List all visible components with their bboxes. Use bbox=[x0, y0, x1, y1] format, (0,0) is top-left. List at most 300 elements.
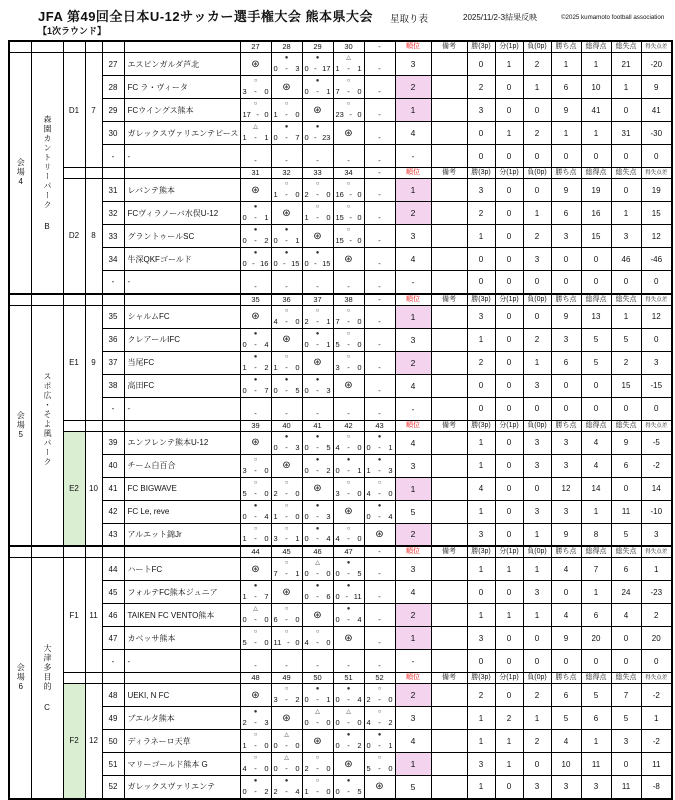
stat-wins: 2 bbox=[467, 684, 495, 707]
score-separator: - bbox=[254, 339, 257, 349]
note-cell bbox=[431, 76, 467, 99]
score-separator: - bbox=[347, 695, 350, 704]
stat-goal-difference: 11 bbox=[641, 753, 672, 776]
score-away: 15 bbox=[322, 259, 331, 268]
result-cell bbox=[302, 604, 333, 627]
stat-losses: 0 bbox=[523, 271, 551, 294]
result-score bbox=[274, 444, 300, 452]
result-mark: △ bbox=[315, 709, 320, 715]
stat-goals-for: 5 bbox=[581, 684, 611, 707]
team-row bbox=[9, 684, 672, 707]
venue-label: 会場5 bbox=[16, 410, 26, 440]
note-cell bbox=[431, 558, 467, 581]
stat-goal-difference: -10 bbox=[641, 500, 672, 523]
result-mark: △ bbox=[284, 732, 289, 738]
result-cell bbox=[271, 225, 302, 248]
result-mark: ● bbox=[315, 433, 320, 440]
result-score bbox=[243, 237, 269, 245]
score-away: 5 bbox=[326, 442, 331, 452]
stat-goal-difference: -20 bbox=[641, 53, 672, 76]
stat-points: 6 bbox=[551, 76, 581, 99]
stat-points: 3 bbox=[551, 328, 581, 351]
stat-points: 9 bbox=[551, 627, 581, 650]
result-cell bbox=[302, 271, 333, 294]
stat-goals-for: 0 bbox=[581, 145, 611, 168]
no-header-spacer bbox=[102, 294, 124, 306]
score-home: 0 bbox=[304, 718, 309, 727]
team-number: 34 bbox=[102, 248, 124, 271]
block-number-cell: 9 bbox=[85, 305, 102, 420]
result-score bbox=[305, 719, 331, 727]
result-score bbox=[336, 593, 362, 601]
stat-goal-difference: 19 bbox=[641, 179, 672, 202]
score-separator: - bbox=[285, 236, 288, 245]
block-code-cell: D2 bbox=[63, 179, 85, 294]
result-cell bbox=[302, 776, 333, 799]
stat-goals-against: 3 bbox=[611, 730, 641, 753]
soccer-ball-icon: ⊛ bbox=[251, 689, 260, 701]
column-header: 得失点差 bbox=[641, 420, 672, 431]
stat-wins: 1 bbox=[467, 776, 495, 799]
score-away: 0 bbox=[357, 316, 362, 326]
score-home: 3 bbox=[242, 87, 247, 96]
stat-draws: 0 bbox=[495, 202, 523, 225]
no-match-dash: - bbox=[285, 408, 288, 418]
score-away: 17 bbox=[322, 64, 331, 73]
column-header: 総得点 bbox=[581, 673, 611, 684]
rank-cell: - bbox=[395, 271, 431, 294]
score-separator: - bbox=[347, 362, 350, 372]
stat-losses: 0 bbox=[523, 145, 551, 168]
column-header: 備考 bbox=[431, 168, 467, 179]
score-home: 1 bbox=[273, 362, 278, 372]
score-home: 4 bbox=[273, 316, 278, 326]
stat-goal-difference: 0 bbox=[641, 328, 672, 351]
result-score bbox=[305, 467, 331, 475]
rank-cell: 4 bbox=[395, 122, 431, 145]
score-home: 1 bbox=[273, 511, 278, 521]
stat-draws: 0 bbox=[495, 627, 523, 650]
result-mark: ○ bbox=[315, 181, 320, 187]
stat-goals-for: 41 bbox=[581, 99, 611, 122]
score-away: 0 bbox=[326, 569, 331, 578]
score-home: 0 bbox=[273, 259, 278, 268]
stat-goal-difference: 14 bbox=[641, 477, 672, 500]
opponent-number-header: 32 bbox=[271, 168, 302, 179]
note-cell bbox=[431, 523, 467, 546]
team-number: 38 bbox=[102, 374, 124, 397]
score-away: 1 bbox=[326, 339, 331, 349]
stat-losses: 3 bbox=[523, 374, 551, 397]
no-match-dash: - bbox=[347, 661, 350, 670]
rank-cell: 4 bbox=[395, 248, 431, 271]
stat-goals-against: 21 bbox=[611, 53, 641, 76]
stat-draws: 1 bbox=[495, 53, 523, 76]
stat-losses: 2 bbox=[523, 122, 551, 145]
result-cell bbox=[240, 730, 271, 753]
score-home: 1 bbox=[304, 786, 309, 796]
stat-goals-against: 0 bbox=[611, 271, 641, 294]
result-mark: ● bbox=[346, 778, 351, 784]
score-home: 1 bbox=[242, 133, 247, 142]
soccer-ball-icon: ⊛ bbox=[344, 380, 353, 391]
no-match-dash: - bbox=[347, 281, 350, 291]
opponent-number-header: 40 bbox=[271, 420, 302, 431]
result-mark: ○ bbox=[253, 101, 258, 107]
opponent-number-header: 42 bbox=[333, 420, 364, 431]
no-match-dash: - bbox=[254, 281, 257, 291]
park-label: 大津多目的 bbox=[43, 643, 52, 691]
score-away: 0 bbox=[357, 110, 362, 119]
stat-draws: 1 bbox=[495, 558, 523, 581]
venue-label: 会場4 bbox=[16, 158, 26, 188]
stat-draws: 1 bbox=[495, 122, 523, 145]
team-name: エンフレンテ熊本U-12 bbox=[124, 431, 240, 454]
rank-cell: - bbox=[395, 145, 431, 168]
score-home: 5 bbox=[335, 339, 340, 349]
result-cell bbox=[302, 53, 333, 76]
result-cell bbox=[240, 145, 271, 168]
score-separator: - bbox=[254, 465, 257, 475]
rank-cell: 1 bbox=[395, 753, 431, 776]
result-mark: ● bbox=[253, 330, 258, 337]
venue-header-spacer bbox=[9, 294, 31, 306]
score-home: 0 bbox=[273, 133, 278, 142]
team-row bbox=[9, 225, 672, 248]
score-home: 1 bbox=[366, 465, 371, 475]
result-cell bbox=[302, 145, 333, 168]
column-header: 分(1p) bbox=[495, 41, 523, 53]
result-cell bbox=[333, 374, 364, 397]
result-cell bbox=[271, 477, 302, 500]
result-score bbox=[336, 341, 362, 349]
score-separator: - bbox=[285, 316, 288, 326]
rank-cell: 3 bbox=[395, 53, 431, 76]
note-cell bbox=[431, 477, 467, 500]
stat-wins: 1 bbox=[467, 604, 495, 627]
stat-goals-for: 0 bbox=[581, 397, 611, 420]
score-away: 0 bbox=[326, 190, 331, 199]
score-home: 0 bbox=[304, 534, 309, 543]
result-score bbox=[274, 490, 300, 498]
score-home: 2 bbox=[273, 786, 278, 796]
stat-points: 0 bbox=[551, 650, 581, 673]
stat-losses: 1 bbox=[523, 523, 551, 546]
result-score bbox=[367, 444, 393, 452]
opponents-header-row bbox=[9, 168, 672, 179]
stat-wins: 0 bbox=[467, 145, 495, 168]
stat-goals-for: 6 bbox=[581, 707, 611, 730]
result-cell bbox=[240, 650, 271, 673]
column-header: 順位 bbox=[395, 546, 431, 558]
score-away: 0 bbox=[295, 316, 300, 326]
block-number-cell: 8 bbox=[85, 179, 102, 294]
result-mark: △ bbox=[346, 55, 351, 61]
score-separator: - bbox=[347, 786, 350, 796]
score-home: 4 bbox=[366, 718, 371, 727]
column-header: 総得点 bbox=[581, 420, 611, 431]
no-match-dash: - bbox=[347, 408, 350, 418]
stat-points: 4 bbox=[551, 730, 581, 753]
score-separator: - bbox=[349, 110, 352, 119]
result-mark: △ bbox=[284, 755, 289, 761]
no-match-dash: - bbox=[254, 156, 257, 165]
stat-draws: 0 bbox=[495, 374, 523, 397]
stat-losses: 0 bbox=[523, 397, 551, 420]
result-mark: ○ bbox=[315, 778, 320, 784]
column-header: 総得点 bbox=[581, 294, 611, 306]
no-match-dash: - bbox=[378, 362, 381, 372]
result-score bbox=[243, 765, 269, 773]
score-separator: - bbox=[254, 638, 257, 647]
score-home: 5 bbox=[242, 638, 247, 647]
column-header: 総失点 bbox=[611, 41, 641, 53]
team-number: 32 bbox=[102, 202, 124, 225]
result-mark: ● bbox=[377, 502, 382, 509]
result-score bbox=[305, 214, 331, 222]
round-subtitle: 【1次ラウンド】 bbox=[38, 26, 107, 36]
stat-goal-difference: 0 bbox=[641, 397, 672, 420]
note-cell bbox=[431, 431, 467, 454]
stat-goals-against: 0 bbox=[611, 753, 641, 776]
score-separator: - bbox=[254, 615, 257, 624]
result-cell bbox=[364, 271, 395, 294]
result-cell bbox=[271, 627, 302, 650]
venue-cell bbox=[9, 53, 31, 294]
rank-cell: 3 bbox=[395, 707, 431, 730]
stat-goals-for: 4 bbox=[581, 431, 611, 454]
result-cell bbox=[364, 753, 395, 776]
team-number: 31 bbox=[102, 179, 124, 202]
score-home: 4 bbox=[304, 638, 309, 647]
result-mark: ● bbox=[377, 433, 382, 440]
result-cell bbox=[302, 684, 333, 707]
opponent-number-header: 43 bbox=[364, 420, 395, 431]
no-match-dash: - bbox=[316, 281, 319, 291]
score-away: 0 bbox=[357, 190, 362, 199]
stat-wins: 3 bbox=[467, 523, 495, 546]
stat-draws: 0 bbox=[495, 145, 523, 168]
stat-points: 3 bbox=[551, 776, 581, 799]
result-cell bbox=[364, 454, 395, 477]
team-number: 45 bbox=[102, 581, 124, 604]
no-match-dash: - bbox=[285, 661, 288, 670]
stat-wins: 2 bbox=[467, 351, 495, 374]
team-name: TAIKEN FC VENTO熊本 bbox=[124, 604, 240, 627]
result-cell bbox=[302, 305, 333, 328]
score-home: 0 bbox=[304, 64, 309, 73]
result-mark: ● bbox=[253, 502, 258, 509]
opponent-number-header: 44 bbox=[240, 546, 271, 558]
score-separator: - bbox=[254, 718, 257, 727]
result-cell bbox=[333, 581, 364, 604]
stat-points: 0 bbox=[551, 271, 581, 294]
stat-goals-against: 0 bbox=[611, 179, 641, 202]
result-score bbox=[336, 719, 362, 727]
result-cell bbox=[240, 604, 271, 627]
result-score bbox=[336, 191, 362, 199]
score-away: 1 bbox=[388, 741, 393, 750]
team-row bbox=[9, 328, 672, 351]
opponent-number-header: 49 bbox=[271, 673, 302, 684]
num-header-spacer bbox=[85, 673, 102, 684]
team-name: - bbox=[124, 271, 240, 294]
no-match-dash: - bbox=[285, 156, 288, 165]
result-mark: ○ bbox=[253, 755, 258, 761]
team-number: 43 bbox=[102, 523, 124, 546]
opponent-number-header: 27 bbox=[240, 41, 271, 53]
result-cell bbox=[240, 76, 271, 99]
result-cell bbox=[364, 99, 395, 122]
stat-points: 3 bbox=[551, 225, 581, 248]
result-cell bbox=[240, 684, 271, 707]
column-header: 総失点 bbox=[611, 673, 641, 684]
rank-cell: 1 bbox=[395, 305, 431, 328]
score-away: 0 bbox=[295, 190, 300, 199]
result-mark: ○ bbox=[346, 433, 351, 440]
result-cell bbox=[333, 76, 364, 99]
stat-points: 5 bbox=[551, 707, 581, 730]
no-match-dash: - bbox=[316, 661, 319, 670]
stat-wins: 0 bbox=[467, 248, 495, 271]
score-separator: - bbox=[347, 741, 350, 750]
note-cell bbox=[431, 374, 467, 397]
result-mark: ○ bbox=[315, 307, 320, 314]
result-mark: ● bbox=[346, 456, 351, 463]
score-away: 0 bbox=[264, 110, 269, 119]
stat-draws: 0 bbox=[495, 99, 523, 122]
result-cell bbox=[271, 650, 302, 673]
stat-goal-difference: 0 bbox=[641, 271, 672, 294]
column-header: 備考 bbox=[431, 41, 467, 53]
opponents-header-row bbox=[9, 41, 672, 53]
no-match-dash: - bbox=[378, 385, 381, 395]
result-mark: ● bbox=[377, 732, 382, 738]
stat-losses: 3 bbox=[523, 776, 551, 799]
stat-losses: 2 bbox=[523, 730, 551, 753]
column-header: 順位 bbox=[395, 673, 431, 684]
result-score bbox=[243, 467, 269, 475]
stat-wins: 4 bbox=[467, 477, 495, 500]
team-row bbox=[9, 397, 672, 420]
result-cell bbox=[302, 650, 333, 673]
park-wrap bbox=[32, 644, 63, 713]
result-cell bbox=[364, 248, 395, 271]
no-match-dash: - bbox=[378, 259, 381, 268]
result-cell bbox=[333, 145, 364, 168]
score-separator: - bbox=[316, 511, 319, 521]
score-separator: - bbox=[254, 511, 257, 521]
stat-points: 4 bbox=[551, 558, 581, 581]
result-score bbox=[305, 387, 331, 395]
stat-goals-for: 0 bbox=[581, 650, 611, 673]
score-away: 0 bbox=[295, 615, 300, 624]
score-home: 2 bbox=[304, 764, 309, 773]
result-cell bbox=[271, 604, 302, 627]
score-separator: - bbox=[347, 316, 350, 326]
team-number: - bbox=[102, 650, 124, 673]
stat-points: 9 bbox=[551, 523, 581, 546]
team-row bbox=[9, 650, 672, 673]
stat-goals-for: 0 bbox=[581, 374, 611, 397]
score-away: 2 bbox=[326, 465, 331, 475]
result-score bbox=[243, 387, 269, 395]
result-cell bbox=[333, 707, 364, 730]
result-cell bbox=[302, 202, 333, 225]
result-mark: ● bbox=[346, 686, 351, 692]
soccer-ball-icon: ⊛ bbox=[282, 334, 291, 345]
result-score bbox=[243, 214, 269, 222]
score-separator: - bbox=[349, 190, 352, 199]
result-score bbox=[367, 719, 393, 727]
result-cell bbox=[240, 558, 271, 581]
score-home: 0 bbox=[242, 213, 247, 222]
stat-goal-difference: -2 bbox=[641, 454, 672, 477]
column-header: 分(1p) bbox=[495, 673, 523, 684]
result-cell bbox=[364, 604, 395, 627]
code-header-spacer bbox=[63, 168, 85, 179]
note-cell bbox=[431, 627, 467, 650]
stat-goal-difference: -8 bbox=[641, 776, 672, 799]
result-score bbox=[367, 742, 393, 750]
score-separator: - bbox=[285, 786, 288, 796]
score-home: 0 bbox=[304, 385, 309, 395]
stat-losses: 0 bbox=[523, 627, 551, 650]
note-cell bbox=[431, 53, 467, 76]
column-header: 分(1p) bbox=[495, 294, 523, 306]
stat-goals-against: 11 bbox=[611, 500, 641, 523]
stat-goal-difference: 20 bbox=[641, 627, 672, 650]
score-separator: - bbox=[316, 695, 319, 704]
stat-wins: 3 bbox=[467, 179, 495, 202]
column-header: 負(0p) bbox=[523, 41, 551, 53]
result-mark: ● bbox=[253, 250, 258, 256]
stat-points: 3 bbox=[551, 500, 581, 523]
score-home: 0 bbox=[273, 741, 278, 750]
stat-goals-against: 0 bbox=[611, 397, 641, 420]
score-separator: - bbox=[316, 87, 319, 96]
score-away: 2 bbox=[295, 695, 300, 704]
score-home: 3 bbox=[273, 695, 278, 704]
stat-goals-against: 7 bbox=[611, 684, 641, 707]
stat-wins: 0 bbox=[467, 581, 495, 604]
block-number-cell: 11 bbox=[85, 558, 102, 673]
result-score bbox=[367, 490, 393, 498]
opponent-number-header: 37 bbox=[302, 294, 333, 306]
stat-wins: 0 bbox=[467, 650, 495, 673]
score-home: 0 bbox=[304, 695, 309, 704]
park-label: スポ広・そよ風パーク bbox=[43, 371, 52, 467]
result-score bbox=[274, 65, 300, 73]
team-name: FC ラ・ヴィータ bbox=[124, 76, 240, 99]
result-score bbox=[274, 134, 300, 142]
score-away: 0 bbox=[326, 638, 331, 647]
team-name: ガレックスヴァリエンテ bbox=[124, 776, 240, 799]
team-name: 高田FC bbox=[124, 374, 240, 397]
result-cell bbox=[364, 145, 395, 168]
stat-draws: 0 bbox=[495, 76, 523, 99]
score-separator: - bbox=[378, 764, 381, 773]
column-header: 勝ち点 bbox=[551, 168, 581, 179]
result-score bbox=[336, 65, 362, 73]
result-mark: ● bbox=[253, 227, 258, 233]
result-score bbox=[243, 742, 269, 750]
score-separator: - bbox=[349, 236, 352, 245]
result-cell bbox=[364, 776, 395, 799]
result-cell bbox=[364, 179, 395, 202]
score-away: 4 bbox=[264, 339, 269, 349]
score-away: 0 bbox=[357, 339, 362, 349]
